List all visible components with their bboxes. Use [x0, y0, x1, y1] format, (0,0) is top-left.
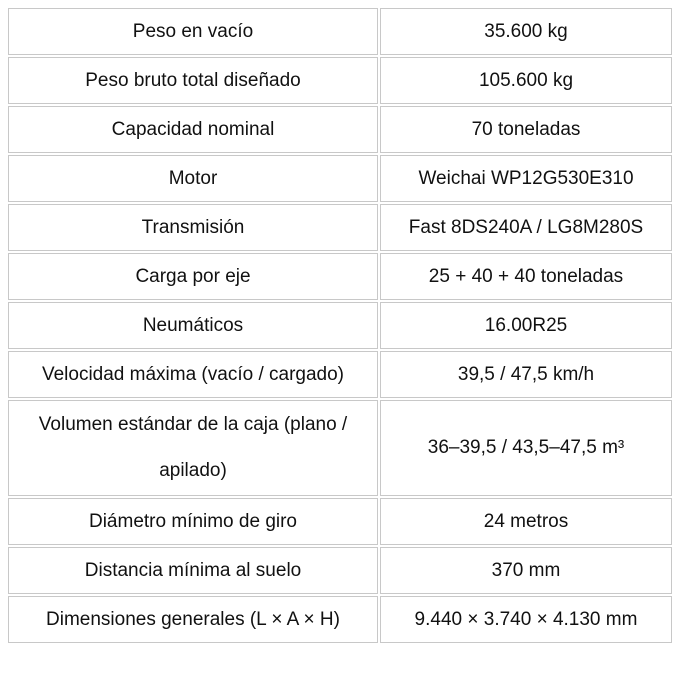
table-row: [8, 253, 672, 300]
spec-value: 36–39,5 / 43,5–47,5 m³: [380, 400, 672, 496]
spec-value: 25 + 40 + 40 toneladas: [380, 253, 672, 300]
spec-label: Motor: [8, 155, 378, 202]
spec-value: 105.600 kg: [380, 57, 672, 104]
table-row: [8, 498, 672, 545]
spec-value: Fast 8DS240A / LG8M280S: [380, 204, 672, 251]
spec-label: Peso bruto total diseñado: [8, 57, 378, 104]
spec-label: Volumen estándar de la caja (plano / apilado): [8, 400, 378, 496]
spec-value: 35.600 kg: [380, 8, 672, 55]
table-row: [8, 57, 672, 104]
spec-value: 16.00R25: [380, 302, 672, 349]
table-row: [8, 106, 672, 153]
table-row: [8, 204, 672, 251]
table-row: [8, 155, 672, 202]
spec-label: Transmisión: [8, 204, 378, 251]
spec-value: 370 mm: [380, 547, 672, 594]
table-row: [8, 596, 672, 643]
spec-label: Diámetro mínimo de giro: [8, 498, 378, 545]
spec-value: 39,5 / 47,5 km/h: [380, 351, 672, 398]
spec-value: Weichai WP12G530E310: [380, 155, 672, 202]
table-row: [8, 351, 672, 398]
table-row: [8, 400, 672, 496]
spec-label: Carga por eje: [8, 253, 378, 300]
spec-label: Capacidad nominal: [8, 106, 378, 153]
spec-label: Velocidad máxima (vacío / cargado): [8, 351, 378, 398]
spec-label: Neumáticos: [8, 302, 378, 349]
table-row: [8, 547, 672, 594]
specifications-table: [6, 6, 674, 645]
spec-value: 24 metros: [380, 498, 672, 545]
spec-label: Distancia mínima al suelo: [8, 547, 378, 594]
table-row: [8, 8, 672, 55]
table-row: [8, 302, 672, 349]
spec-value: 9.440 × 3.740 × 4.130 mm: [380, 596, 672, 643]
spec-value: 70 toneladas: [380, 106, 672, 153]
spec-label: Peso en vacío: [8, 8, 378, 55]
spec-label: Dimensiones generales (L × A × H): [8, 596, 378, 643]
